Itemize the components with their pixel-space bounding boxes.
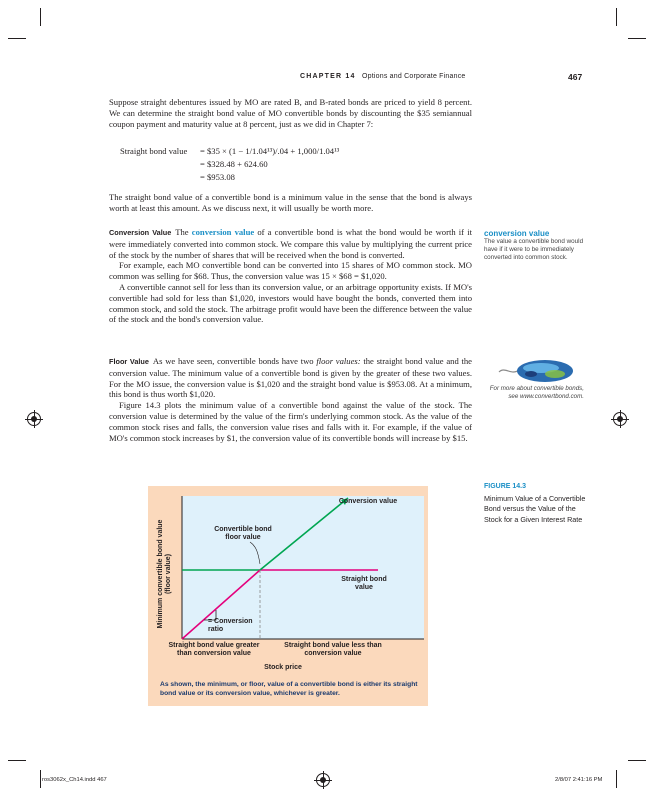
figure-note: As shown, the minimum, or floor, value of a convertible bond is either its straight bond value or its conversion value, whichever is greater. — [160, 681, 418, 698]
floor-value-section — [109, 356, 472, 443]
equation-line-2: = $328.48 + 624.60 — [200, 159, 268, 169]
floor-value-label: Convertible bond floor value — [214, 526, 272, 541]
crop-mark — [8, 38, 26, 39]
y-axis-label-line-1: Minimum convertible bond value — [157, 519, 164, 629]
conversion-value-heading: Conversion Value — [109, 228, 172, 237]
registration-mark-icon — [27, 412, 41, 426]
equation-label: Straight bond value — [120, 146, 188, 156]
footer-filename: ros3062x_Ch14.indd 467 — [42, 777, 107, 783]
crop-mark — [40, 8, 41, 26]
text-run: of a convertible bond is what the bond would be worth if it were immediately converted into common stock. We compare this value by multiplying the current price of the stock by the number of shares that will be received when the bond is converted. — [109, 227, 472, 260]
registration-mark-icon — [316, 773, 330, 787]
conversion-paragraph-2: For example, each MO convertible bond can be converted into 15 shares of MO common stock. MO common was selling for $68. Thus, the conversion value was 15 × $68 = $1,020. — [109, 260, 472, 282]
margin-definition-text: The value a convertible bond would have if it were to be immediately converted into common stock. — [484, 238, 584, 262]
computer-mouse-icon — [497, 358, 577, 386]
running-header — [300, 73, 465, 80]
figure-14-3 — [148, 486, 428, 706]
minimum-value-paragraph — [109, 192, 472, 214]
crop-mark — [616, 770, 617, 788]
chapter-title: Options and Corporate Finance — [362, 73, 466, 80]
floor-values-emphasis: floor values: — [316, 356, 361, 366]
figure-caption-text: Minimum Value of a Convertible Bond versus the Value of the Stock for a Given Interest Rate — [484, 494, 586, 524]
floor-paragraph-2: Figure 14.3 plots the minimum value of a convertible bond against the value of the stock. The conversion value is determined by the value of the firm's underlying common stock. As the value of the common stock rises and falls, the conversion value rises and falls with it. For example, if the value of MO's common stock increases by $1, the conversion value of its convertible bonds will increase by $15. — [109, 400, 472, 443]
left-region-label: Straight bond value greater than conversion value — [168, 642, 260, 657]
conversion-value-term: conversion value — [191, 227, 255, 237]
floor-value-heading: Floor Value — [109, 357, 149, 366]
minimum-value-text: The straight bond value of a convertible bond is a minimum value in the sense that the bond is always worth at least this amount. As we discuss next, it will usually be worth more. — [109, 192, 472, 213]
right-region-label: Straight bond value less than conversion value — [284, 642, 382, 657]
margin-definition — [484, 229, 584, 263]
footer-timestamp: 2/8/07 2:41:16 PM — [555, 777, 603, 783]
figure-caption — [484, 483, 594, 525]
conversion-paragraph-3: A convertible cannot sell for less than its conversion value, or an arbitrage opportunity exists. If MO's convertible had sold for less than $1,020, investors would have bought the bonds, converted them into common stock, and sold the stock. The arbitrage profit would have been the difference between the value of the stock and the bond's conversion value. — [109, 281, 472, 325]
conversion-paragraph-1 — [109, 227, 472, 260]
y-axis-label — [150, 510, 180, 636]
straight-bond-value-label: Straight bond value — [341, 576, 387, 591]
crop-mark — [616, 8, 617, 26]
floor-value-chart — [148, 486, 428, 706]
crop-mark — [8, 760, 26, 761]
conversion-ratio-label: = Conversion ratio — [208, 618, 253, 633]
equation-line-1: = $35 × (1 − 1/1.04¹³)/.04 + 1,000/1.04¹³ — [200, 146, 340, 156]
conversion-value-label: Conversion value — [338, 498, 398, 505]
crop-mark — [628, 38, 646, 39]
text-run: The — [175, 227, 192, 237]
intro-paragraph — [109, 97, 472, 129]
text-run: As we have seen, convertible bonds have two — [152, 356, 317, 366]
text-run: the straight bond value and the conversion value. The minimum value of a convertible bond is given by the greater of these two values. For the MO issue, the conversion value is $1,020 and the straight bond value is $953.08. At a minimum, this bond is thus worth $1,020. — [109, 356, 472, 400]
figure-label: FIGURE 14.3 — [484, 483, 527, 490]
crop-mark — [628, 760, 646, 761]
chapter-label: CHAPTER 14 — [300, 73, 356, 80]
intro-text: Suppose straight debentures issued by MO are rated B, and B-rated bonds are priced to yield 8 percent. We can determine the straight bond value of MO convertible bonds by discounting the $35 semiannual coupon payment and maturity value at 8 percent, just as we did in Chapter 7: — [109, 97, 472, 129]
registration-mark-icon — [613, 412, 627, 426]
web-note: For more about convertible bonds, see www.convertbond.com. — [489, 385, 584, 401]
x-axis-label: Stock price — [264, 664, 302, 671]
margin-term: conversion value — [484, 229, 550, 238]
conversion-value-section — [109, 227, 472, 325]
page-number: 467 — [568, 72, 583, 82]
equation-line-3: = $953.08 — [200, 172, 235, 182]
y-axis-label-line-2: (floor value) — [165, 553, 172, 595]
floor-paragraph-1 — [109, 356, 472, 400]
crop-mark — [40, 770, 41, 788]
